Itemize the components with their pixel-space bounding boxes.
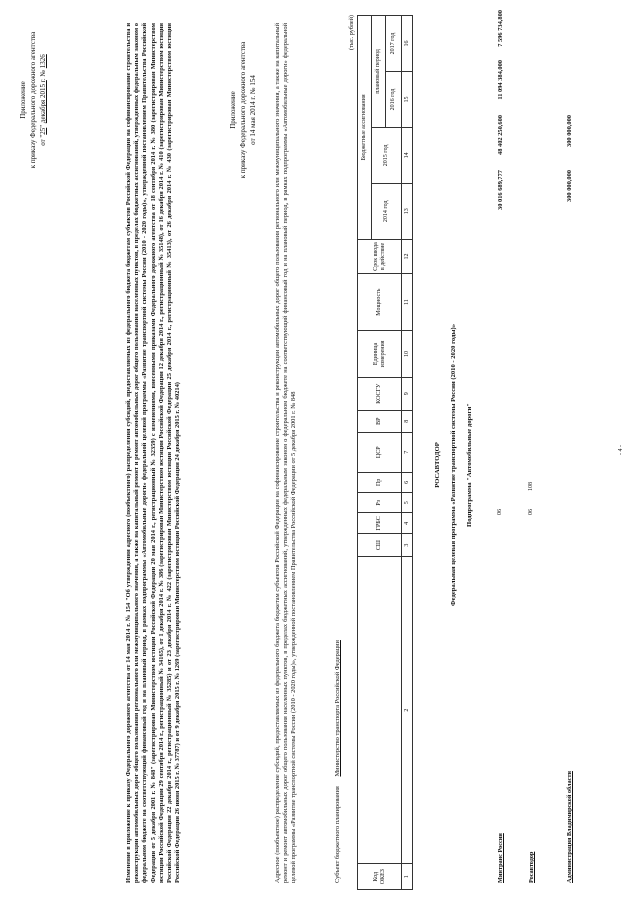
column-number: 11 [402,274,413,331]
row-pr: 108 [528,482,534,491]
appendix-1-title: Приложение [19,81,27,119]
row-value-2014: 30 016 689,777 [497,170,504,210]
row-value-2016: 11 094 384,000 [497,60,504,100]
row-value-2014: 300 000,000 [566,170,573,202]
header-okez: Код ОКЕЗ [358,864,402,890]
subprogram-label: Подпрограмма "Автомобильные дороги" [466,403,473,527]
row-value-2015: 300 000,000 [566,115,573,147]
header-cod: СШ [358,534,402,557]
column-numbers-row [402,16,413,890]
column-number: 3 [402,534,413,557]
row-value-2015: 48 402 250,600 [497,115,504,155]
column-number: 10 [402,330,413,377]
appendix-1-line1: к приказу Федерального дорожного агентства [29,31,37,169]
units-label: (тыс. рублей) [348,15,355,50]
header-budget: Бюджетные ассигнования [358,16,372,240]
header-unit: Единица измерения [358,330,402,377]
header-term: Срок ввода в действие [358,239,402,274]
column-number: 1 [402,864,413,890]
appendix-2-title: Приложение [229,91,237,129]
column-number: 9 [402,378,413,411]
header-2016: 2016 год [386,72,402,128]
header-planned: плановый период [372,16,386,128]
column-number: 5 [402,493,413,513]
header-csr: ЦСР [358,432,402,472]
subject-line [334,383,342,883]
subject-label: Субъект бюджетного планирования [334,786,341,883]
budget-table-header [357,15,413,890]
row-label: Минтранс России [497,833,504,883]
row-value-2017: 7 596 734,800 [497,10,504,47]
appendix-1-block [18,10,48,190]
appendix-2-block [228,20,258,200]
column-number: 13 [402,183,413,239]
appendix-1-day: 25 [39,127,47,135]
page-number: - 4 - [618,445,624,455]
column-number: 8 [402,410,413,432]
appendix-1-month-year: декабря 2015 г [39,80,47,124]
rosavtodor-label: РОСАВТОДОР [434,442,441,488]
header-kosgu: КОСГУ [358,378,402,411]
amendment-heading: Изменение в приложение к приказу Федерального дорожного агентства от 14 мая 2014 г. № 154 "Об утверждении адресного (пообъектного) распределения субсидий, предоставляемых из федерального бюджета бюджетам субъектов Российской Федерации на софинансирование строительства и реконструкции автомобильных дорог общего пользования регионального или межмуниципального значения, а также на капитальный ремонт и ремонт автомобильных дорог общего пользования населенных пунктов, в пределах бюджетных ассигнований, утвержденных федеральным законом о федеральном бюджете на соответствующий финансовый год и на плановый период, в рамках подпрограммы «Автомобильные дороги» федеральной целевой программы «Развитие транспортной системы России (2010 - 2020 годы)», утвержденной постановлением Правительства Российской Федерации от 5 декабря 2001 г. № 848" (зарегистрирован Министерством юстиции Российской Федерации 20 мая 2014 г., регистрационный № 32359) с изменениями, внесенными приказами Федерального дорожного агентства от 18 сентября 2014 г. № 380 (зарегистрирован Министерством юстиции Российской Федерации 29 сентября 2014 г., регистрационный № 34165), от 1 декабря 2014 г. № 386 (зарегистрирован Министерством юстиции Российской Федерации 12 декабря 2014 г., регистрационный № 35148), от 16 декабря 2014 г. № 410 (зарегистрирован Министерством юстиции Российской Федерации 22 декабря 2014 г., регистрационный № 35285) и от 23 декабря 2014 г. № 422 (зарегистрирован Министерством юстиции Российской Федерации 25 декабря 2014 г., регистрационный № 35413), от 26 декабря 2014 г. № 430 (зарегистрирован Министерством юстиции Российской Федерации 26 июня 2015 г. № 37787) и от 9 декабря 2015 г. № 1269 (зарегистрирован Министерством юстиции Российской Федерации 24 декабря 2015 г. № 40214) [125,23,182,883]
header-power: Мощность [358,274,402,331]
header-name [358,556,402,864]
appendix-2-line1: к приказу Федерального дорожного агентства [239,41,247,179]
column-number: 2 [402,556,413,864]
appendix-2-line2: от 14 мая 2014 г. № 154 [249,75,257,145]
column-number: 14 [402,127,413,183]
row-label: Росавтодор [528,851,535,883]
header-2014: 2014 год [372,183,402,239]
row-grbs: 06 [497,509,503,515]
column-number: 7 [402,432,413,472]
header-2017: 2017 год [386,16,402,72]
header-vr: ВР [358,410,402,432]
header-2015: 2015 год [372,127,402,183]
column-number: 16 [402,16,413,72]
program-label: Федеральная целевая программа «Развитие транспортной системы России (2010 - 2020 годы)» [450,323,457,607]
column-number: 15 [402,72,413,128]
header-rz: Рз [358,493,402,513]
subject-value: Министерство транспорта Российской Федерации [334,640,341,777]
column-number: 4 [402,513,413,534]
row-grbs: 06 [528,509,534,515]
column-number: 6 [402,472,413,492]
header-pr: Пр [358,472,402,492]
column-number: 12 [402,239,413,274]
header-grbs: ГРБС [358,513,402,534]
intro-paragraph: Адресное (пообъектное) распределение субсидий, предоставляемых из федерального бюджета бюджетам субъектов Российской Федерации на софинансирование строительства и реконструкции автомобильных дорог общего пользования регионального или межмуниципального значения, а также на капитальный ремонт и ремонт автомобильных дорог общего пользования населенных пунктов, в пределах бюджетных ассигнований, утвержденных федеральным законом о федеральном бюджете на соответствующий финансовый год и на плановый период, в рамках подпрограммы «Автомобильные дороги» федеральной целевой программы «Развитие транспортной системы России (2010 - 2020 годы)», утвержденной постановлением Правительства Российской Федерации от 5 декабря 2001 г. № 848 [274,23,297,883]
appendix-1-date: от "25" декабря 2015 г. № 1326 [39,54,47,146]
row-label: Администрация Владимирской области [566,771,573,883]
appendix-1-number: 1326 [39,54,47,69]
